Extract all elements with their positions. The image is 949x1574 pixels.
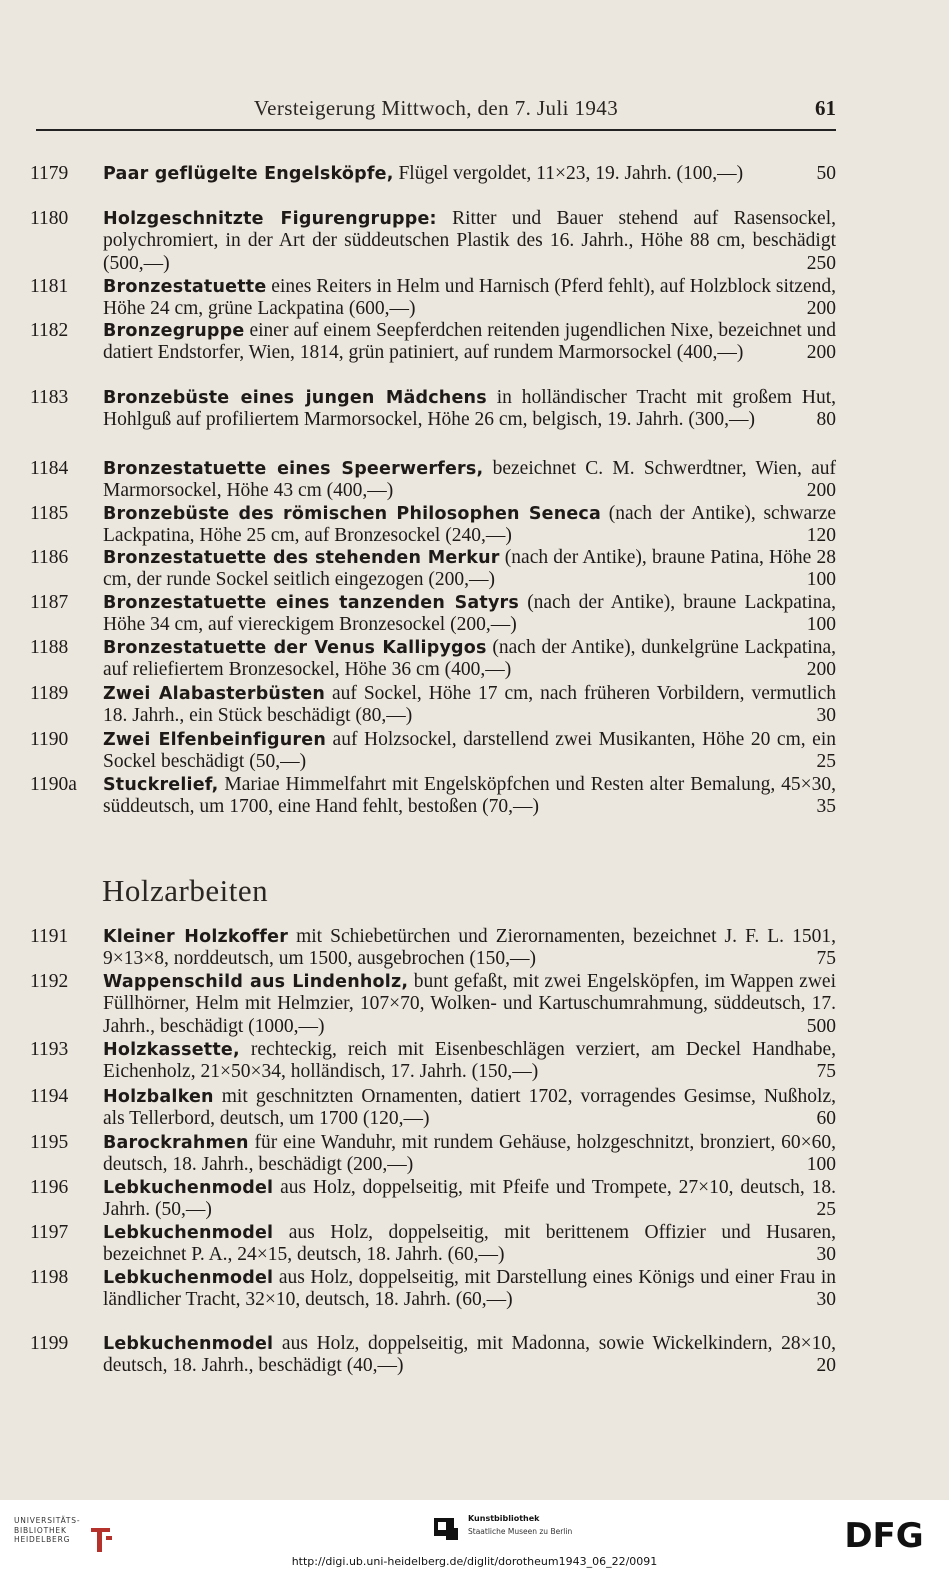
estimate-price: 80 [816, 409, 836, 431]
estimate-price: 200 [806, 659, 836, 681]
catalog-entry [30, 1222, 836, 1267]
catalog-entry [30, 163, 836, 185]
header-title: Versteigerung Mittwoch, den 7. Juli 1943 [253, 96, 619, 120]
lot-number: 1183 [30, 387, 69, 408]
item-title: Bronzestatuette [103, 277, 267, 297]
kunstbibliothek-title: Kunstbibliothek [468, 1514, 540, 1523]
lot-number: 1185 [30, 503, 69, 524]
catalog-entry [30, 1039, 836, 1084]
catalog-entry [30, 503, 836, 548]
item-description: einer auf einem Seepferdchen reitenden jugendlichen Nixe, bezeichnet und datiert Endstorfer, Wien, 1814, grün patiniert, auf rundem Marmorsockel (400,—) [103, 320, 836, 364]
item-title: Lebkuchenmodel [103, 1268, 274, 1288]
header-rule [36, 129, 836, 131]
catalog-entry [30, 208, 836, 275]
item-description: aus Holz, doppelseitig, mit Pfeife und Trompete, 27×10, deutsch, 18. Jahrh. (50,—) [103, 1177, 836, 1221]
item-title: Lebkuchenmodel [103, 1334, 274, 1354]
item-title: Kleiner Holzkoffer [103, 927, 289, 947]
item-title: Holzgeschnitzte Figurengruppe: [103, 209, 437, 229]
lot-number: 1188 [30, 637, 69, 658]
item-title: Bronzestatuette des stehenden Merkur [103, 548, 500, 568]
estimate-price: 250 [806, 252, 836, 274]
lot-number: 1180 [30, 208, 69, 229]
catalog-entry [30, 276, 836, 321]
item-description: eines Reiters in Helm und Harnisch (Pferd fehlt), auf Holzblock sitzend, Höhe 24 cm, grüne Lackpatina (600,—) [103, 276, 836, 320]
estimate-price: 200 [806, 342, 836, 364]
item-title: Holzbalken [103, 1087, 214, 1107]
item-description: Mariae Himmelfahrt mit Engelsköpfchen und Resten alter Bemalung, 45×30, süddeutsch, um 1700, eine Hand fehlt, bestoßen (70,—) [103, 774, 836, 818]
estimate-price: 50 [816, 163, 836, 184]
permalink-url[interactable]: http://digi.ub.uni-heidelberg.de/diglit/dorotheum1943_06_22/0091 [291, 1555, 658, 1568]
item-description: mit Schiebetürchen und Zierornamenten, bezeichnet J. F. L. 1501, 9×13×8, norddeutsch, um 1500, ausgebrochen (150,—) [103, 926, 836, 970]
item-description: auf Sockel, Höhe 17 cm, nach früheren Vorbildern, vermutlich 18. Jahrh., ein Stück beschädigt (80,—) [103, 683, 836, 727]
lot-number: 1190a [30, 774, 77, 795]
item-description: bezeichnet C. M. Schwerdtner, Wien, auf Marmorsockel, Höhe 43 cm (400,—) [103, 458, 836, 502]
item-description: für eine Wanduhr, mit rundem Gehäuse, holzgeschnitzt, bronziert, 60×60, deutsch, 18. Jahrh., beschädigt (200,—) [103, 1132, 836, 1176]
estimate-price: 100 [806, 614, 836, 636]
lot-number: 1198 [30, 1267, 69, 1288]
item-description: (nach der Antike), dunkelgrüne Lackpatina, auf reliefiertem Bronzesockel, Höhe 36 cm (400,—) [103, 637, 836, 681]
catalog-entry [30, 637, 836, 682]
catalog-entry [30, 387, 836, 432]
lot-number: 1179 [30, 163, 69, 184]
item-description: Ritter und Bauer stehend auf Rasensockel, polychromiert, in der Art der süddeutschen Plastik des 16. Jahrh., Höhe 88 cm, beschädigt (500,—) [103, 208, 837, 274]
lot-number: 1196 [30, 1177, 69, 1198]
item-title: Holzkassette, [103, 1040, 240, 1060]
item-title: Zwei Elfenbeinfiguren [103, 730, 326, 750]
university-emblem-icon [88, 1524, 114, 1556]
estimate-price: 30 [816, 1244, 836, 1266]
catalog-entry [30, 592, 836, 637]
item-title: Lebkuchenmodel [103, 1178, 274, 1198]
item-description: aus Holz, doppelseitig, mit berittenem Offizier und Husaren, bezeichnet P. A., 24×15, deutsch, 18. Jahrh. (60,—) [103, 1222, 836, 1266]
item-title: Bronzestatuette eines tanzenden Satyrs [103, 593, 520, 613]
item-title: Paar geflügelte Engelsköpfe, [103, 164, 394, 184]
university-name: UNIVERSITÄTS- BIBLIOTHEK HEIDELBERG [14, 1516, 81, 1544]
estimate-price: 60 [816, 1108, 836, 1130]
item-description: rechteckig, reich mit Eisenbeschlägen verziert, am Deckel Handhabe, Eichenholz, 21×50×34, holländisch, 17. Jahrh. (150,—) [103, 1039, 836, 1083]
item-title: Barockrahmen [103, 1133, 249, 1153]
university-library-logo[interactable] [14, 1516, 114, 1556]
item-title: Bronzestatuette eines Speerwerfers, [103, 459, 484, 479]
estimate-price: 20 [816, 1355, 836, 1377]
catalog-entry [30, 1086, 836, 1131]
estimate-price: 120 [806, 525, 836, 547]
lot-number: 1192 [30, 971, 69, 992]
kunstbibliothek-subtitle: Staatliche Museen zu Berlin [468, 1527, 573, 1536]
estimate-price: 100 [806, 1154, 836, 1176]
lot-number: 1197 [30, 1222, 69, 1243]
estimate-price: 75 [816, 1061, 836, 1083]
estimate-price: 30 [816, 1289, 836, 1311]
item-description: aus Holz, doppelseitig, mit Darstellung eines Königs und einer Frau in ländlicher Tracht, 32×10, deutsch, 18. Jahrh. (60,—) [103, 1267, 836, 1311]
catalog-entry [30, 971, 836, 1038]
catalog-entry [30, 1333, 836, 1378]
digitization-footer [0, 1500, 949, 1574]
catalog-entry [30, 1177, 836, 1222]
item-title: Bronzestatuette der Venus Kallipygos [103, 638, 487, 658]
estimate-price: 30 [816, 705, 836, 727]
lot-number: 1195 [30, 1132, 69, 1153]
item-title: Lebkuchenmodel [103, 1223, 274, 1243]
catalog-entry [30, 926, 836, 971]
lot-number: 1189 [30, 683, 69, 704]
item-title: Wappenschild aus Lindenholz, [103, 972, 409, 992]
estimate-price: 200 [806, 480, 836, 502]
item-title: Bronzegruppe [103, 321, 245, 341]
estimate-price: 25 [816, 1199, 836, 1221]
lot-number: 1193 [30, 1039, 69, 1060]
item-description: mit geschnitzten Ornamenten, datiert 1702, vorragendes Gesimse, Nußholz, als Tellerbord, deutsch, um 1700 (120,—) [103, 1086, 836, 1130]
estimate-price: 500 [806, 1015, 836, 1037]
estimate-price: 35 [816, 796, 836, 818]
item-title: Bronzebüste eines jungen Mädchens [103, 388, 487, 408]
dfg-logo[interactable] [836, 1514, 932, 1554]
catalog-entry [30, 774, 836, 819]
section-heading: Holzarbeiten [102, 873, 269, 908]
lot-number: 1199 [30, 1333, 69, 1354]
estimate-price: 75 [816, 948, 836, 970]
lot-number: 1191 [30, 926, 69, 947]
item-title: Bronzebüste des römischen Philosophen Seneca [103, 504, 602, 524]
catalog-entry [30, 320, 836, 365]
catalog-entry [30, 1132, 836, 1177]
kunstbibliothek-logo[interactable] [432, 1512, 632, 1548]
estimate-price: 200 [806, 298, 836, 320]
item-description: (nach der Antike), braune Patina, Höhe 28 cm, der runde Sockel seitlich eingezogen (200,—) [103, 547, 836, 591]
catalog-entry [30, 729, 836, 774]
item-description: bunt gefaßt, mit zwei Engelsköpfen, im Wappen zwei Füllhörner, Helm mit Helmzier, 107×70, Wolken- und Kartuschumrahmung, süddeutsch, 17. Jahrh., beschädigt (1000,—) [103, 971, 836, 1037]
lot-number: 1186 [30, 547, 69, 568]
running-header [36, 96, 836, 128]
item-description: auf Holzsockel, darstellend zwei Musikanten, Höhe 20 cm, ein Sockel beschädigt (50,—) [103, 729, 836, 773]
catalog-entry [30, 547, 836, 592]
catalog-entry [30, 1267, 836, 1312]
catalog-entry [30, 683, 836, 728]
lot-number: 1190 [30, 729, 69, 750]
item-description: in holländischer Tracht mit großem Hut, Hohlguß auf profiliertem Marmorsockel, Höhe 26 cm, belgisch, 19. Jahrh. (300,—) [103, 387, 836, 431]
lot-number: 1184 [30, 458, 69, 479]
catalog-entry [30, 458, 836, 503]
dfg-logo-text: DFG [844, 1516, 924, 1554]
lot-number: 1194 [30, 1086, 69, 1107]
lot-number: 1187 [30, 592, 69, 613]
item-description: aus Holz, doppelseitig, mit Madonna, sowie Wickelkindern, 28×10, deutsch, 18. Jahrh., beschädigt (40,—) [103, 1333, 836, 1377]
item-description: Flügel vergoldet, 11×23, 19. Jahrh. (100,—) [393, 163, 744, 184]
estimate-price: 25 [816, 751, 836, 773]
item-title: Zwei Alabasterbüsten [103, 684, 325, 704]
kunstbibliothek-icon [432, 1514, 460, 1542]
item-title: Stuckrelief, [103, 775, 219, 795]
estimate-price: 100 [806, 569, 836, 591]
lot-number: 1182 [30, 320, 69, 341]
item-description: (nach der Antike), braune Lackpatina, Höhe 34 cm, auf viereckigem Bronzesockel (200,—) [103, 592, 836, 636]
lot-number: 1181 [30, 276, 69, 297]
item-description: (nach der Antike), schwarze Lackpatina, Höhe 25 cm, auf Bronzesockel (240,—) [103, 503, 837, 547]
page-number: 61 [815, 96, 836, 120]
